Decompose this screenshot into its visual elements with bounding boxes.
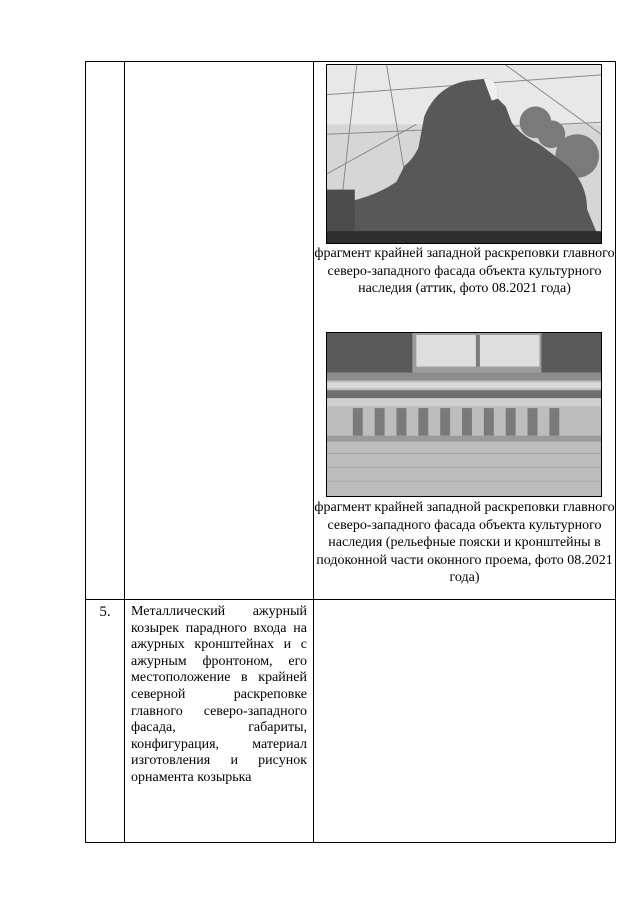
photo-cell (313, 599, 616, 843)
attic-photo (326, 64, 602, 244)
row-description: Металлический ажурный козырек парадного входа на ажурных кронштейнах и с ажурным фронтоном, его местоположение в крайней северной раскреповке главного северо-западного фасада, габариты, конфигурация, материал изготовления и рисунок орнамента козырька (131, 604, 307, 785)
window-brackets-photo (326, 332, 602, 497)
number-cell (85, 599, 125, 843)
description-cell (124, 61, 314, 600)
photo-cell (313, 61, 616, 600)
photo-caption: фрагмент крайней западной раскреповки главного северо-западного фасада объекта культурного наследия (аттик, фото 08.2021 года) (314, 246, 615, 296)
description-cell (124, 599, 314, 843)
photo-caption: фрагмент крайней западной раскреповки главного северо-западного фасада объекта культурного наследия (рельефные пояски и кронштейны в подоконной части оконного проема, фото 08.2021 года) (314, 500, 615, 585)
number-cell (85, 61, 125, 600)
table-row (85, 599, 616, 843)
table-row (85, 61, 616, 600)
row-number: 5. (99, 604, 111, 620)
heritage-table (85, 61, 616, 843)
